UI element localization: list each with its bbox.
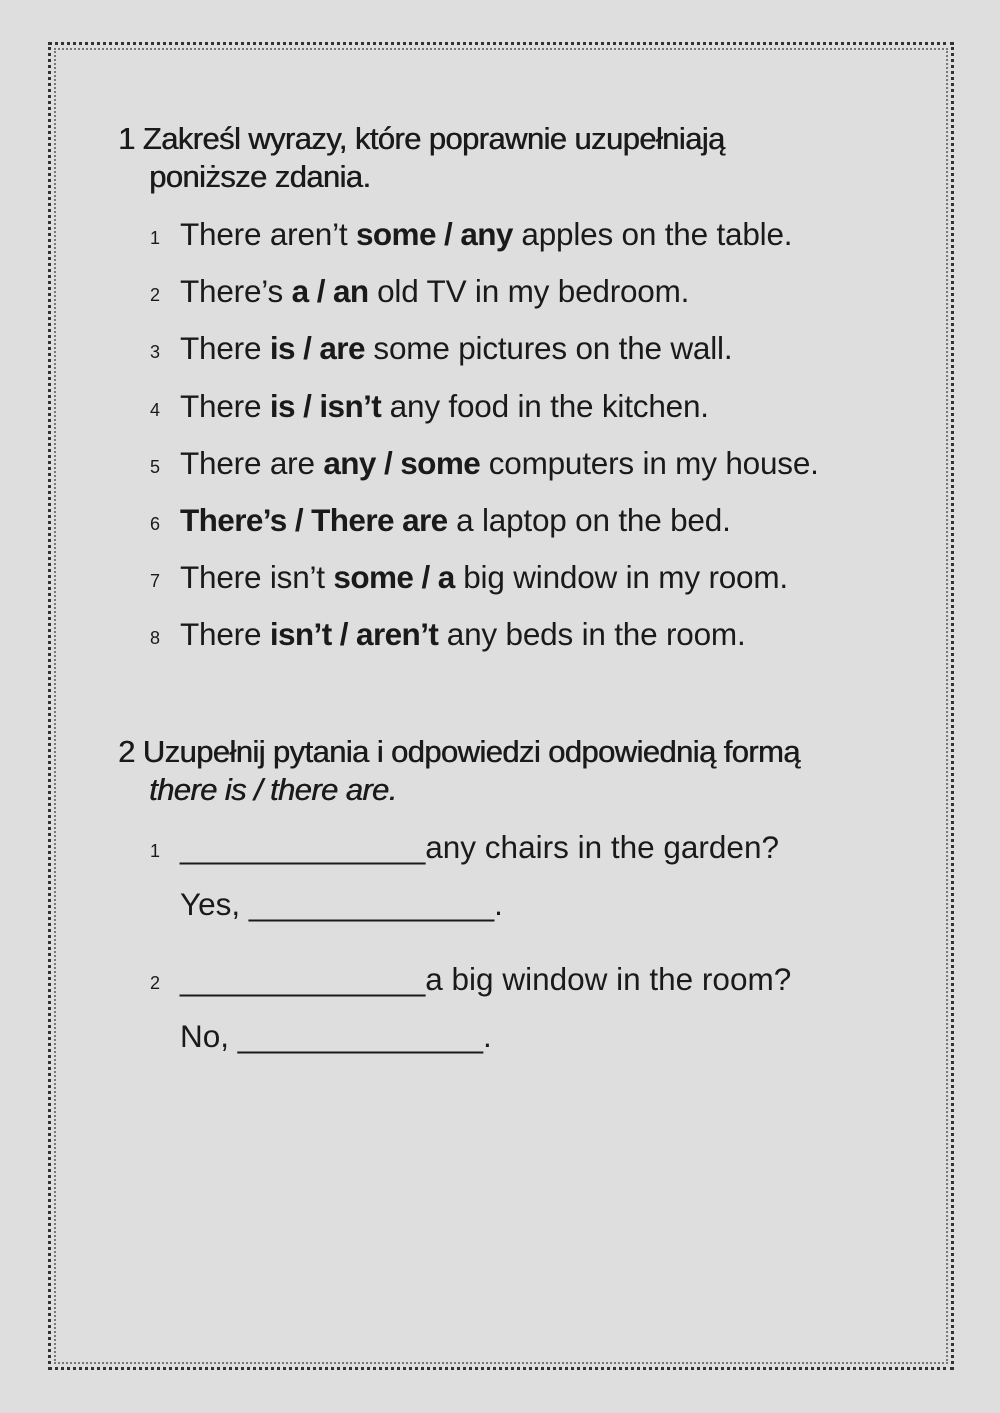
item-number: 7 bbox=[150, 571, 160, 592]
exercise-1-items bbox=[150, 206, 819, 664]
exercise-2-heading bbox=[118, 733, 800, 809]
exercise-1-instruction: Zakreśl wyrazy, które poprawnie uzupełniają bbox=[142, 121, 725, 156]
sentence-post: any food in the kitchen. bbox=[381, 387, 709, 424]
question-row bbox=[150, 951, 800, 1008]
exercise-2 bbox=[118, 733, 800, 1065]
sentence-item bbox=[150, 378, 819, 435]
answer-text[interactable]: No, ______________. bbox=[180, 1018, 492, 1054]
sentence-item bbox=[150, 606, 819, 663]
sentence-choice[interactable]: some / a bbox=[333, 559, 455, 596]
answer-text[interactable]: Yes, ______________. bbox=[180, 886, 503, 922]
sentence-item bbox=[150, 320, 819, 377]
exercise-1-heading bbox=[118, 120, 819, 196]
sentence-item bbox=[150, 549, 819, 606]
exercise-2-instruction-cont bbox=[118, 771, 800, 809]
sentence-choice[interactable]: is / are bbox=[269, 330, 365, 367]
sentence-item bbox=[150, 263, 819, 320]
item-number: 6 bbox=[150, 514, 160, 535]
sentence-pre: There are bbox=[180, 444, 324, 481]
item-number: 1 bbox=[150, 841, 161, 861]
sentence-pre: There isn’t bbox=[180, 559, 334, 596]
exercise-2-items bbox=[150, 819, 800, 1065]
sentence-choice[interactable]: isn’t / aren’t bbox=[269, 616, 439, 653]
sentence-post: some pictures on the wall. bbox=[364, 330, 733, 367]
sentence-choice[interactable]: a / an bbox=[291, 273, 369, 310]
item-number: 4 bbox=[150, 399, 160, 420]
sentence-item bbox=[150, 492, 819, 549]
sentence-pre: There’s bbox=[180, 273, 292, 310]
sentence-pre: There aren’t bbox=[180, 216, 356, 253]
sentence-pre: There bbox=[180, 616, 270, 653]
sentence-post: big window in my room. bbox=[454, 559, 788, 596]
sentence-post: any beds in the room. bbox=[438, 616, 746, 653]
sentence-post: old TV in my bedroom. bbox=[368, 273, 690, 310]
item-number: 3 bbox=[150, 342, 160, 363]
sentence-pre: There bbox=[180, 330, 270, 367]
sentence-item bbox=[150, 206, 819, 263]
grammar-hint: there is / there are. bbox=[149, 772, 397, 807]
exercise-2-instruction: Uzupełnij pytania i odpowiedzi odpowiednią formą bbox=[142, 734, 800, 769]
sentence-choice[interactable]: is / isn’t bbox=[269, 387, 382, 424]
exercise-1 bbox=[118, 120, 819, 664]
item-number: 2 bbox=[150, 285, 160, 306]
sentence-post: computers in my house. bbox=[480, 444, 819, 481]
sentence-post: a laptop on the bed. bbox=[447, 502, 731, 539]
exercise-1-number: 1 bbox=[118, 121, 135, 156]
answer-row bbox=[150, 1008, 800, 1065]
exercise-2-number: 2 bbox=[118, 734, 135, 769]
sentence-item bbox=[150, 435, 819, 492]
exercise-1-instruction-cont: poniższe zdania. bbox=[149, 159, 371, 194]
sentence-post: apples on the table. bbox=[512, 216, 793, 253]
answer-row bbox=[150, 876, 800, 933]
sentence-choice[interactable]: some / any bbox=[356, 216, 513, 253]
item-number: 5 bbox=[150, 456, 160, 477]
question-row bbox=[150, 819, 800, 876]
item-number: 2 bbox=[150, 973, 161, 993]
question-text[interactable]: ______________any chairs in the garden? bbox=[180, 829, 779, 865]
sentence-pre: There bbox=[180, 387, 270, 424]
item-number: 1 bbox=[150, 228, 160, 249]
item-number: 8 bbox=[150, 628, 160, 649]
sentence-choice[interactable]: any / some bbox=[323, 444, 481, 481]
sentence-choice[interactable]: There’s / There are bbox=[180, 502, 448, 539]
question-text[interactable]: ______________a big window in the room? bbox=[180, 961, 792, 997]
